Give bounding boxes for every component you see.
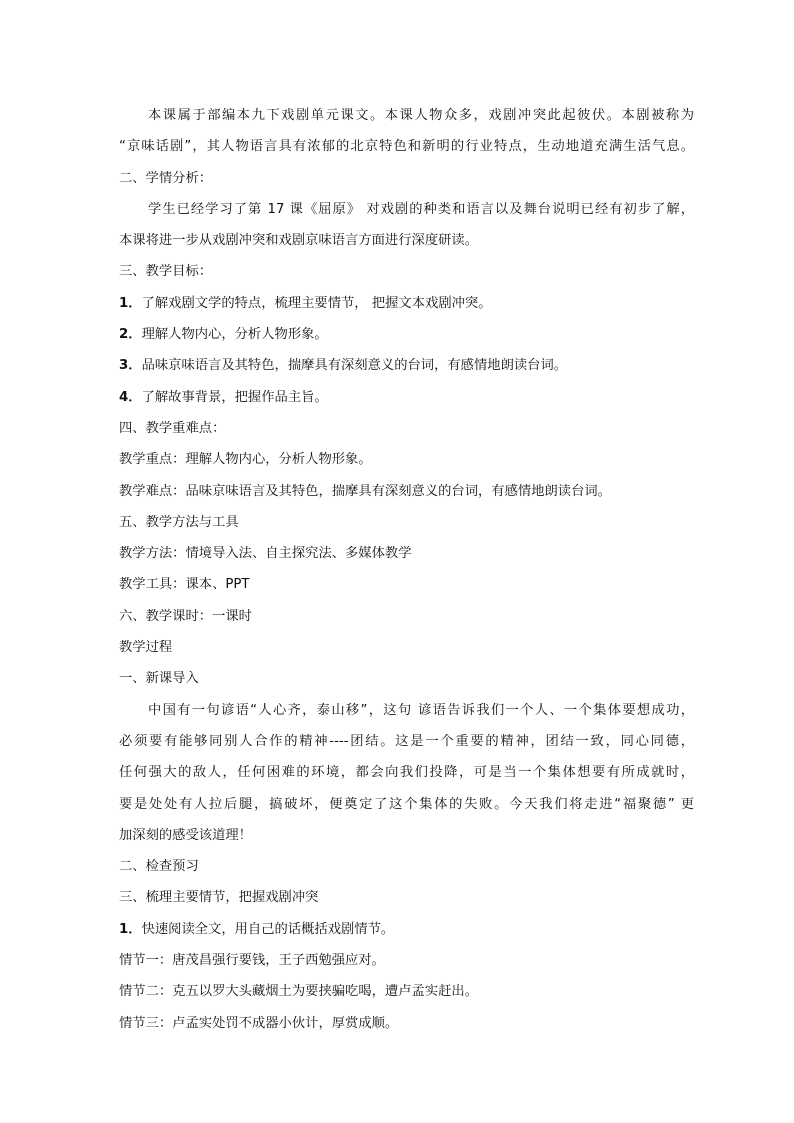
section-heading: 五、教学方法与工具 (119, 514, 239, 530)
plot-summary-line: 情节一：唐茂昌强行要钱，王子西勉强应对。 (119, 953, 385, 969)
learner-analysis-line: 本课将进一步从戏剧冲突和戏剧京味语言方面进行深度研读。 (119, 233, 479, 249)
section-heading: 六、教学课时：一课时 (119, 608, 252, 624)
objective-item (119, 382, 694, 413)
section-heading: 四、教学重难点： (119, 420, 226, 436)
objective-text: 了解戏剧文学的特点，梳理主要情节， 把握文本戏剧冲突。 (141, 295, 492, 311)
objective-text: 理解人物内心，分析人物形象。 (141, 327, 328, 343)
document-body (119, 100, 694, 1039)
plot-summary-line: 情节三：卢孟实处罚不成器小伙计，厚赏成顺。 (119, 1015, 399, 1031)
learner-analysis-line: 学生已经学习了第 17 课《屈原》 对戏剧的种类和语言以及舞台说明已经有初步了解， (148, 201, 694, 217)
section-heading: 二、学情分析： (119, 170, 213, 186)
objective-number: 2． (119, 327, 142, 343)
intro-lesson-line: 中国有一句谚语“人心齐，泰山移”，这句 谚语告诉我们一个人、一个集体要想成功， (148, 702, 694, 718)
objective-text: 了解故事背景，把握作品主旨。 (141, 389, 328, 405)
teaching-tools-line: 教学工具：课本、PPT (119, 577, 250, 593)
subsection-heading: 一、新课导入 (119, 671, 199, 687)
difficult-point-line: 教学难点：品味京味语言及其特色，揣摩具有深刻意义的台词，有感情地朗读台词。 (119, 483, 611, 499)
task-number: 1． (119, 921, 142, 937)
objective-item (119, 288, 694, 319)
objective-number: 3． (119, 358, 142, 374)
plot-summary-line: 情节二：克五以罗大头藏烟土为要挟骗吃喝，遭卢孟实赶出。 (119, 984, 479, 1000)
objective-text: 品味京味语言及其特色，揣摩具有深刻意义的台词，有感情地朗读台词。 (141, 358, 568, 374)
task-item (119, 914, 694, 945)
intro-lesson-line: 必须要有能够同别人合作的精神----团结。这是一个重要的精神，团结一致，同心同德， (119, 733, 694, 749)
intro-paragraph-line: “京味话剧”，其人物语言具有浓郁的北京特色和新明的行业特点，生动地道充满生活气息。 (119, 139, 694, 155)
intro-lesson-line: 加深刻的感受该道理！ (119, 827, 252, 843)
objective-number: 1． (119, 295, 142, 311)
intro-lesson-line: 任何强大的敌人，任何困难的环境，都会向我们投降，可是当一个集体想要有所成就时， (119, 765, 694, 781)
subsection-heading: 二、检查预习 (119, 859, 199, 875)
task-text: 快速阅读全文，用自己的话概括戏剧情节。 (141, 921, 395, 937)
key-point-line: 教学重点：理解人物内心，分析人物形象。 (119, 452, 372, 468)
objective-item (119, 350, 694, 381)
intro-paragraph-line: 本课属于部编本九下戏剧单元课文。本课人物众多，戏剧冲突此起彼伏。本剧被称为 (148, 108, 694, 123)
intro-lesson-line: 要是处处有人拉后腿，搞破坏，便奠定了这个集体的失败。今天我们将走进“福聚德” 更 (119, 796, 694, 812)
teaching-methods-line: 教学方法：情境导入法、自主探究法、多媒体教学 (119, 546, 412, 562)
subsection-heading: 三、梳理主要情节，把握戏剧冲突 (119, 890, 319, 906)
objective-number: 4． (119, 389, 142, 405)
process-heading: 教学过程 (119, 640, 173, 656)
objective-item (119, 319, 694, 350)
section-heading: 三、教学目标： (119, 264, 213, 280)
